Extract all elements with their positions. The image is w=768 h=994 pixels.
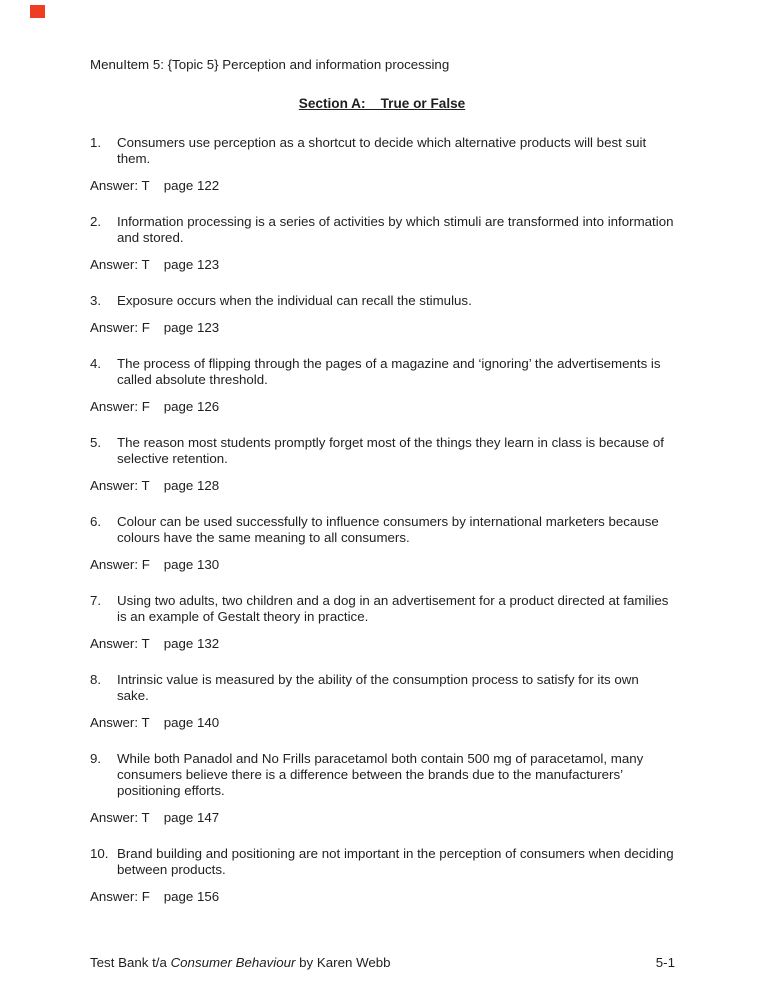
answer-value: Answer: T — [90, 715, 150, 730]
answer-value: Answer: F — [90, 399, 150, 414]
answer-value: Answer: T — [90, 257, 150, 272]
question-item — [90, 356, 674, 388]
page-reference: page 122 — [163, 178, 220, 193]
question-number: 3. — [90, 293, 102, 308]
question-item — [90, 846, 674, 878]
question-number: 1. — [90, 135, 102, 150]
question-item — [90, 214, 674, 246]
question-item — [90, 435, 674, 467]
question-number: 2. — [90, 214, 102, 229]
question-text: Exposure occurs when the individual can recall the stimulus. — [117, 293, 472, 308]
answer-value: Answer: F — [90, 320, 150, 335]
question-item — [90, 135, 674, 167]
document-content — [90, 57, 674, 925]
answer-line — [90, 557, 674, 573]
question-number: 4. — [90, 356, 102, 371]
answer-value: Answer: T — [90, 478, 150, 493]
page-reference: page 132 — [163, 636, 220, 651]
section-heading-text: Section A: True or False — [298, 96, 466, 111]
answer-value: Answer: F — [90, 557, 150, 572]
answer-value: Answer: T — [90, 636, 150, 651]
question-text: Brand building and positioning are not important in the perception of consumers when deciding between products. — [117, 846, 674, 877]
answer-line — [90, 889, 674, 905]
answer-value: Answer: F — [90, 889, 150, 904]
question-item — [90, 293, 674, 309]
question-text: The process of flipping through the pages of a magazine and ‘ignoring’ the advertisements is called absolute threshold. — [117, 356, 661, 387]
question-text: Intrinsic value is measured by the ability of the consumption process to satisfy for its own sake. — [117, 672, 639, 703]
question-item — [90, 514, 674, 546]
answer-line — [90, 257, 674, 273]
question-text: The reason most students promptly forget most of the things they learn in class is because of selective retention. — [117, 435, 664, 466]
question-text: Consumers use perception as a shortcut to decide which alternative products will best suit them. — [117, 135, 647, 166]
page-reference: page 130 — [163, 557, 220, 572]
question-text: Information processing is a series of activities by which stimuli are transformed into information and stored. — [117, 214, 674, 245]
answer-line — [90, 178, 674, 194]
question-number: 6. — [90, 514, 102, 529]
page-reference: page 147 — [163, 810, 220, 825]
question-text: Colour can be used successfully to influence consumers by international marketers because colours have the same meaning to all consumers. — [117, 514, 659, 545]
section-heading — [90, 96, 674, 112]
question-number: 10. — [90, 846, 109, 861]
footer-page-number: 5-1 — [655, 955, 675, 970]
answer-line — [90, 320, 674, 336]
question-number: 8. — [90, 672, 102, 687]
page-footer — [90, 955, 675, 971]
answer-value: Answer: T — [90, 178, 150, 193]
question-number: 7. — [90, 593, 102, 608]
page-reference: page 128 — [163, 478, 220, 493]
question-text: Using two adults, two children and a dog in an advertisement for a product directed at families is an example of Gestalt theory in practice. — [117, 593, 669, 624]
answer-line — [90, 715, 674, 731]
question-item — [90, 593, 674, 625]
question-item — [90, 751, 674, 799]
answer-line — [90, 810, 674, 826]
footer-suffix: by Karen Webb — [295, 955, 391, 970]
question-item — [90, 672, 674, 704]
answer-line — [90, 478, 674, 494]
question-text: While both Panadol and No Frills paracetamol both contain 500 mg of paracetamol, many consumers believe there is a difference between the brands due to the manufacturers’ positioning efforts. — [117, 751, 644, 798]
page-reference: page 156 — [163, 889, 220, 904]
answer-value: Answer: T — [90, 810, 150, 825]
answer-line — [90, 636, 674, 652]
document-title: MenuItem 5: {Topic 5} Perception and information processing — [90, 57, 450, 72]
page-reference: page 123 — [163, 320, 220, 335]
answer-line — [90, 399, 674, 415]
footer-book-title: Consumer Behaviour — [170, 955, 296, 970]
footer-credit — [90, 955, 391, 971]
question-number: 9. — [90, 751, 102, 766]
page-reference: page 140 — [163, 715, 220, 730]
red-square-marker — [30, 5, 45, 18]
page-reference: page 126 — [163, 399, 220, 414]
page-reference: page 123 — [163, 257, 220, 272]
footer-prefix: Test Bank t/a — [90, 955, 171, 970]
question-number: 5. — [90, 435, 102, 450]
